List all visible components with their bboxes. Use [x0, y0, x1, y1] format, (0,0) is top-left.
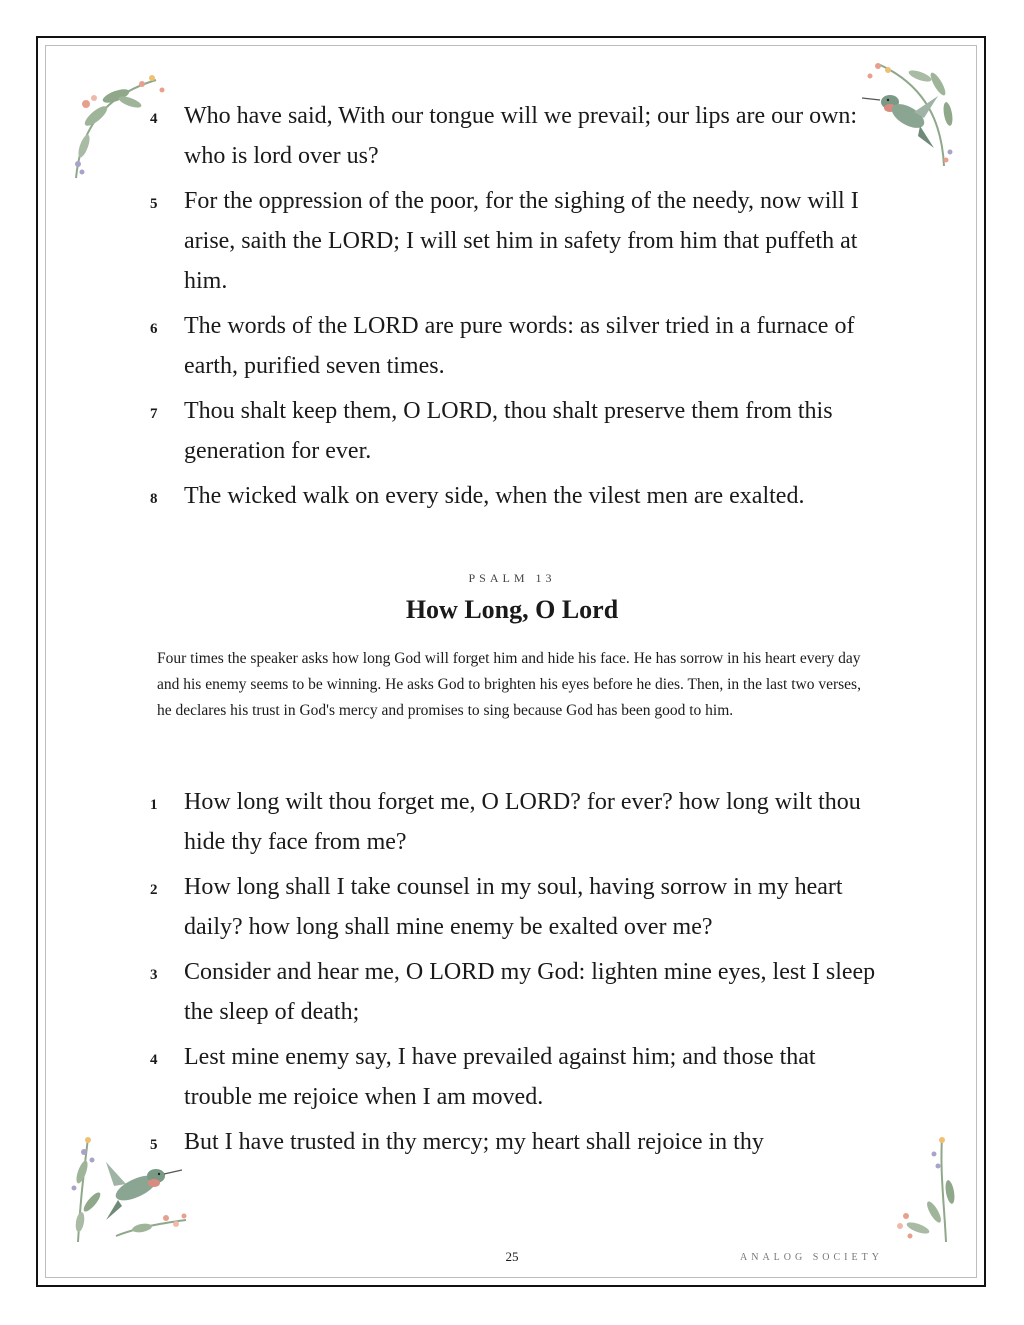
page-number: 25	[505, 1249, 519, 1264]
verse-number: 4	[150, 1052, 158, 1068]
verse	[150, 476, 880, 516]
verse-text: How long wilt thou forget me, O LORD? for ever? how long wilt thou hide thy face from me?	[184, 789, 861, 855]
verse-list-bottom	[150, 782, 880, 1167]
verse	[150, 782, 880, 862]
verse	[150, 952, 880, 1032]
verse-text: The wicked walk on every side, when the vilest men are exalted.	[184, 483, 805, 509]
verse	[150, 181, 880, 301]
verse-text: Consider and hear me, O LORD my God: lighten mine eyes, lest I sleep the sleep of death;	[184, 959, 876, 1025]
verse-number: 5	[150, 196, 158, 212]
floral-corner-icon	[890, 1132, 960, 1246]
verse-number: 5	[150, 1137, 158, 1153]
verse-text: The words of the LORD are pure words: as silver tried in a furnace of earth, purified seven times.	[184, 313, 855, 379]
verse-number: 8	[150, 491, 158, 507]
verse-number: 7	[150, 406, 158, 422]
verse-number: 1	[150, 797, 158, 813]
brand-name: ANALOG SOCIETY	[740, 1252, 883, 1263]
verse	[150, 867, 880, 947]
psalm-title: How Long, O Lord	[405, 595, 619, 624]
verse-text: For the oppression of the poor, for the sighing of the needy, now will I arise, saith the LORD; I will set him in safety from him that puffeth at him.	[184, 188, 859, 294]
psalm-summary: Four times the speaker asks how long God will forget him and hide his face. He has sorrow in his heart every day and his enemy seems to be winning. He asks God to brighten his eyes before he dies. Then, in the last two verses, he declares his trust in God's mercy and promises to sing because God has been good to him.	[157, 650, 861, 719]
verse	[150, 1122, 880, 1162]
verse	[150, 306, 880, 386]
verse-text: Thou shalt keep them, O LORD, thou shalt preserve them from this generation for ever.	[184, 398, 833, 464]
psalm-label: PSALM 13	[468, 571, 556, 585]
verse-number: 4	[150, 111, 158, 127]
verse-text: But I have trusted in thy mercy; my heart shall rejoice in thy	[184, 1129, 764, 1155]
verse-text: How long shall I take counsel in my soul, having sorrow in my heart daily? how long shall mine enemy be exalted over me?	[184, 874, 843, 940]
verse-number: 2	[150, 882, 158, 898]
verse-text: Who have said, With our tongue will we prevail; our lips are our own: who is lord over us?	[184, 103, 858, 169]
verse-text: Lest mine enemy say, I have prevailed against him; and those that trouble me rejoice when I am moved.	[184, 1044, 816, 1110]
verse-number: 6	[150, 321, 158, 337]
verse-list-top	[150, 96, 880, 521]
verse	[150, 1037, 880, 1117]
verse	[150, 96, 880, 176]
verse-number: 3	[150, 967, 158, 983]
verse	[150, 391, 880, 471]
